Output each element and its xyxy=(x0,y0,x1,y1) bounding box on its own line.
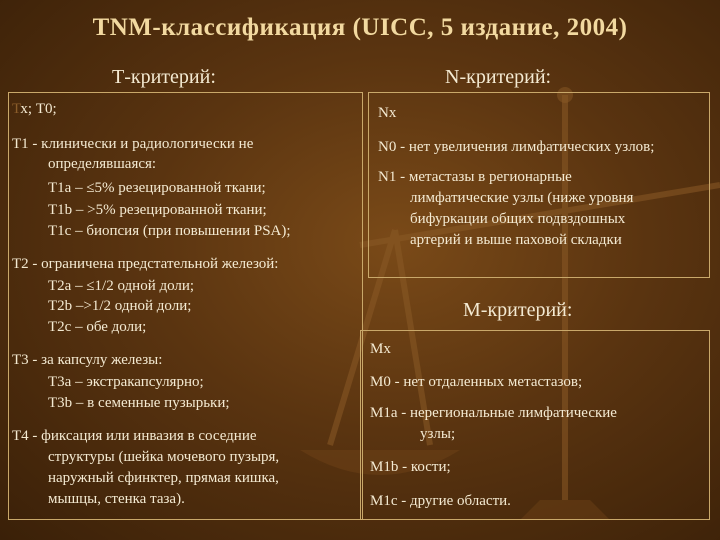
t2-line-0: Т2 - ограничена предстательной железой: xyxy=(12,256,279,272)
t4-line-0: Т4 - фиксация или инвазия в соседние xyxy=(12,428,257,444)
t1-line-1: определявшаяся: xyxy=(48,156,157,172)
t1-line-2: Т1а – ≤5% резецированной ткани; xyxy=(48,180,266,196)
m1a-line-1: узлы; xyxy=(420,426,456,442)
t4-line-3: мышцы, стенка таза). xyxy=(48,491,185,507)
n-criterion-heading: N-критерий: xyxy=(445,66,552,88)
t-criterion-heading: Т-критерий: xyxy=(112,66,216,88)
n1-line-0: N1 - метастазы в регионарные xyxy=(378,169,572,185)
n1-line-1: лимфатические узлы (ниже уровня xyxy=(410,190,634,206)
t2-line-1: Т2а – ≤1/2 одной доли; xyxy=(48,278,195,294)
m0-line: М0 - нет отдаленных метастазов; xyxy=(370,374,583,390)
mx-line: Мх xyxy=(370,341,391,357)
t3-line-0: Т3 - за капсулу железы: xyxy=(12,352,163,368)
nx-line: Nх xyxy=(378,105,397,121)
t3-line-2: Т3b – в семенные пузырьки; xyxy=(48,395,230,411)
n1-line-2: бифуркации общих подвздошных xyxy=(410,211,626,227)
slide-title: TNM-классификация (UICC, 5 издание, 2004) xyxy=(92,14,628,41)
t2-line-3: Т2с – обе доли; xyxy=(48,319,147,335)
tx-prefix: Т xyxy=(12,101,21,117)
m-criterion-heading: M-критерий: xyxy=(463,299,573,321)
t1-line-4: Т1с – биопсия (при повышении PSA); xyxy=(48,223,291,239)
t2-line-2: Т2b –>1/2 одной доли; xyxy=(48,298,192,314)
t4-line-2: наружный сфинктер, прямая кишка, xyxy=(48,470,279,486)
m1c-line: М1с - другие области. xyxy=(370,493,511,509)
tx-t0-line xyxy=(12,100,57,118)
m1b-line: М1b - кости; xyxy=(370,459,451,475)
t1-line-3: Т1b – >5% резецированной ткани; xyxy=(48,202,267,218)
t1-line-0: Т1 - клинически и радиологически не xyxy=(12,136,254,152)
n0-line: N0 - нет увеличения лимфатических узлов; xyxy=(378,139,655,155)
t4-line-1: структуры (шейка мочевого пузыря, xyxy=(48,449,280,465)
n1-line-3: артерий и выше паховой складки xyxy=(410,232,622,248)
m1a-line-0: М1а - нерегиональные лимфатические xyxy=(370,405,617,421)
t3-line-1: Т3а – экстракапсулярно; xyxy=(48,374,204,390)
tx-rest: х; Т0; xyxy=(20,101,57,117)
